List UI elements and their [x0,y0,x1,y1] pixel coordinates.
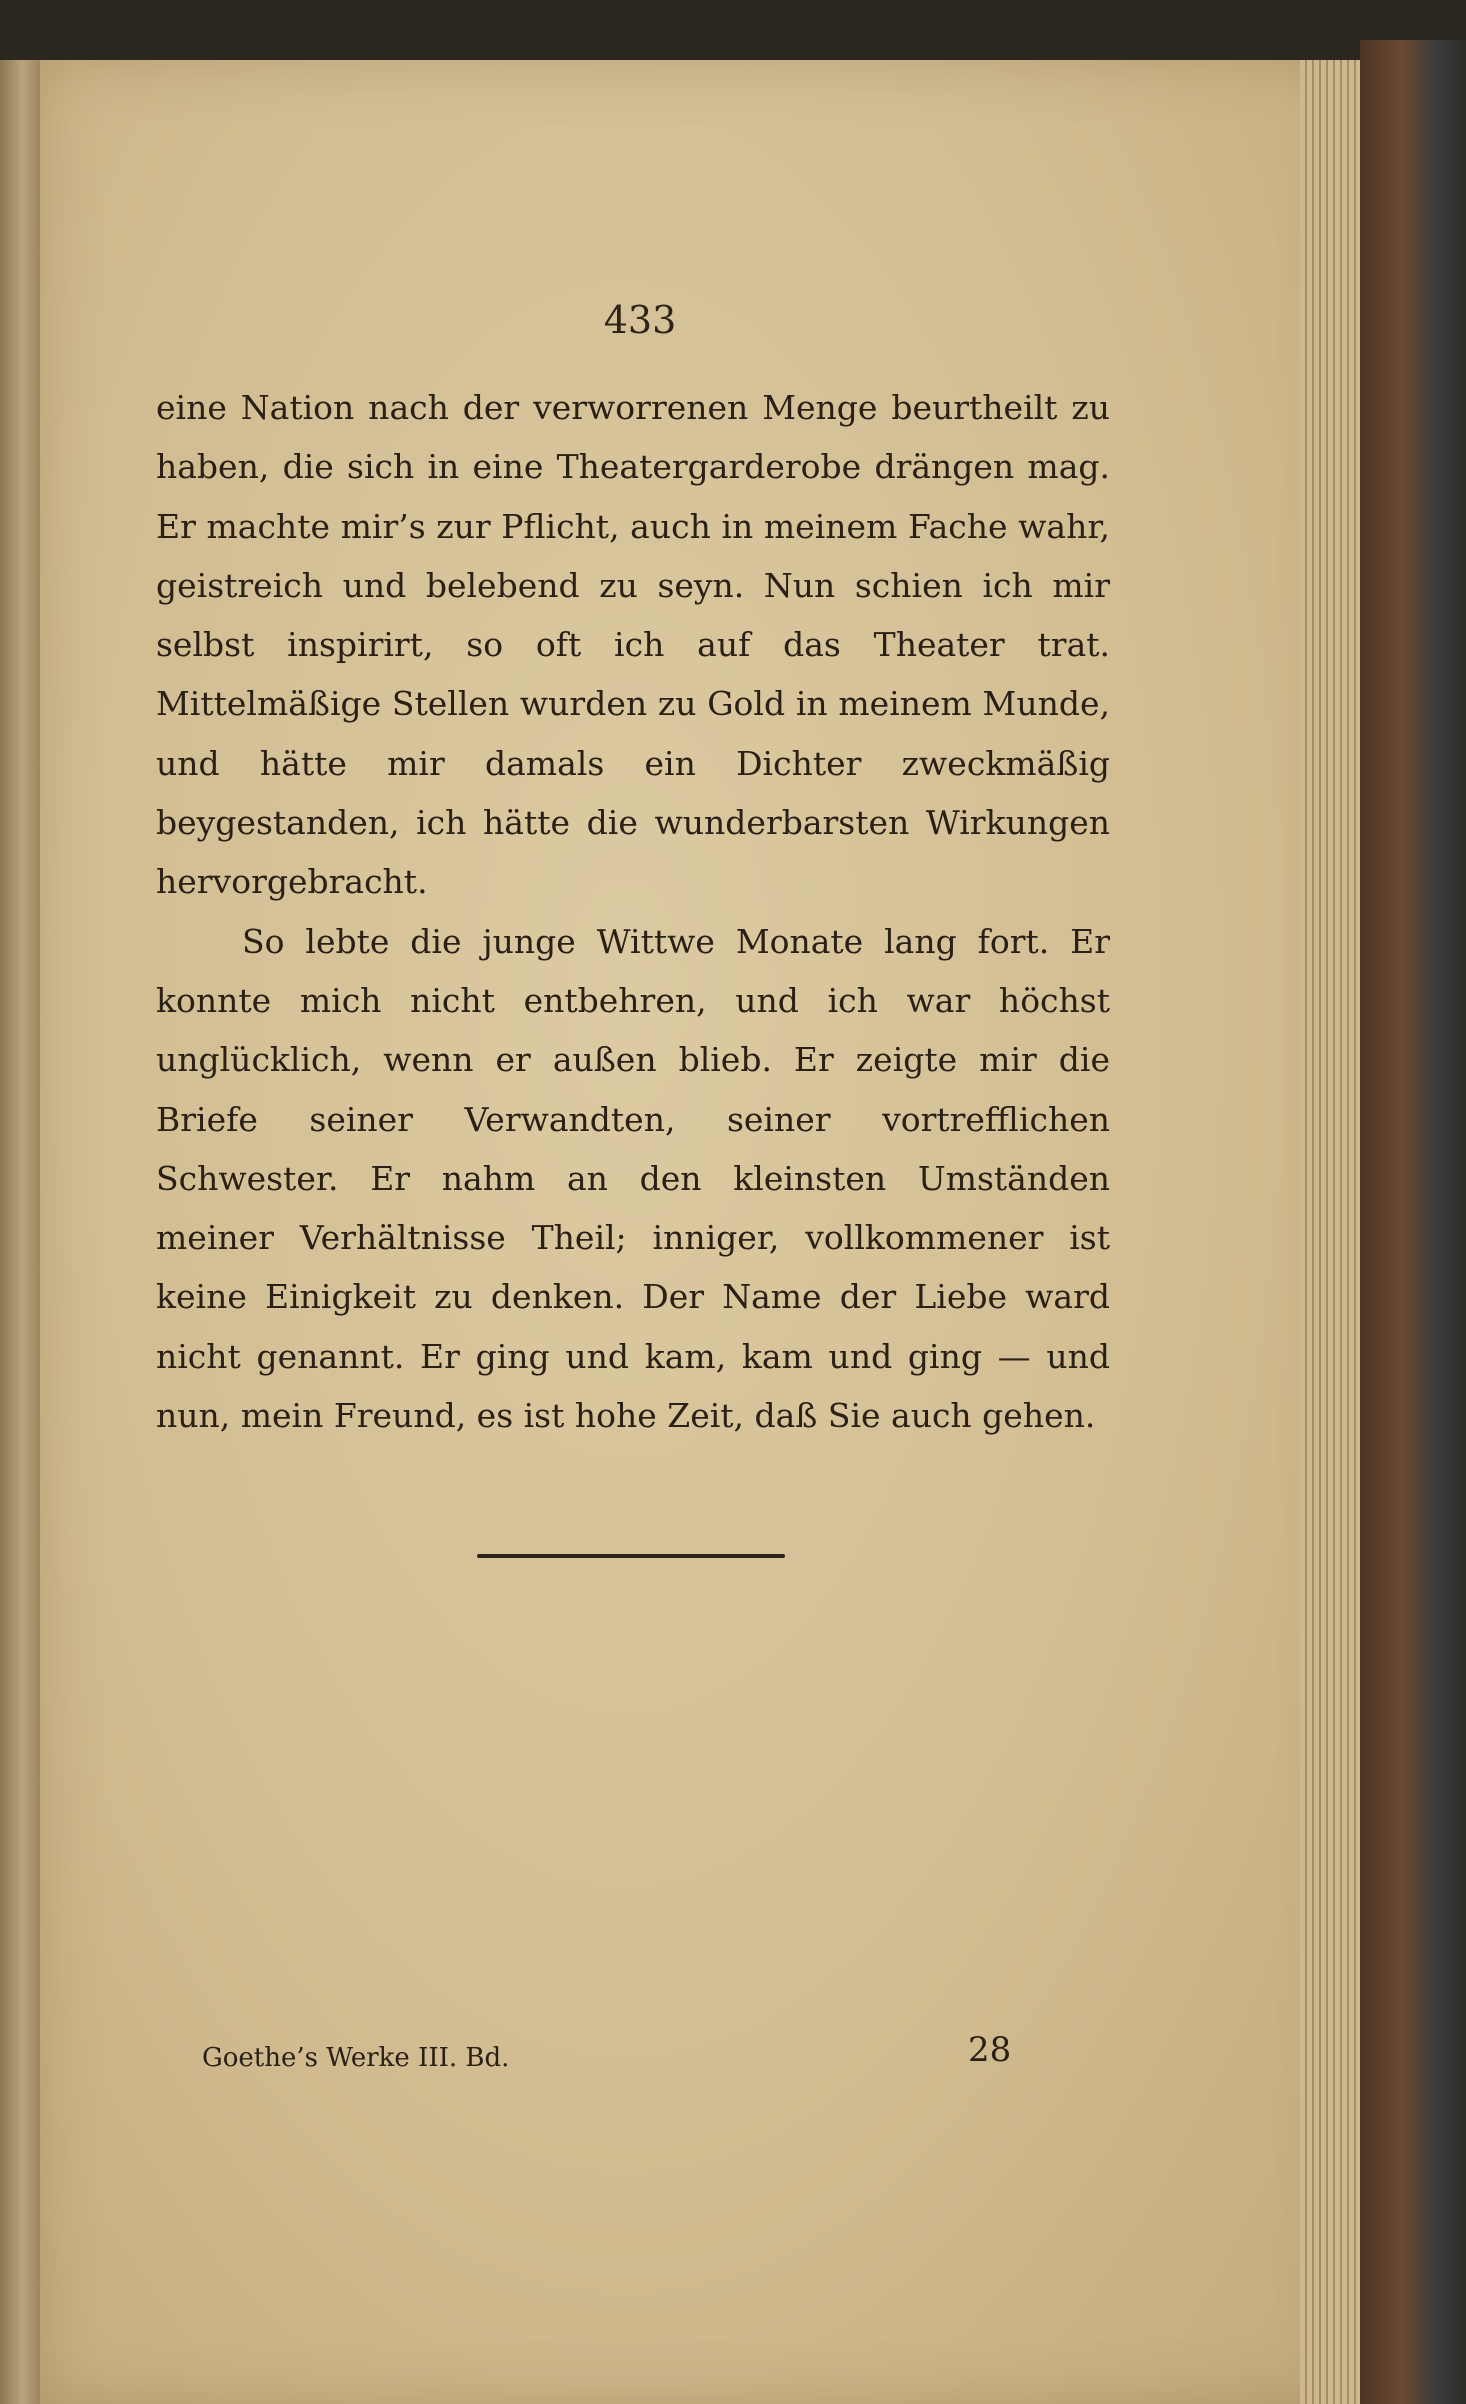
book-cover [1360,40,1466,2404]
previous-page-edge [0,60,42,2404]
end-rule [477,1554,785,1558]
paragraph-1: eine Nation nach der verworrenen Menge beurtheilt zu haben, die sich in eine Theatergarderobe drängen mag. Er machte mir’s zur Pflicht, auch in meinem Fache wahr, geistreich und belebend zu seyn. Nun schien ich mir selbst inspirirt, so oft ich auf das Theater trat. Mittelmäßige Stellen wurden zu Gold in meinem Munde, und hätte mir damals ein Dichter zweckmäßig beygestanden, ich hätte die wunderbarsten Wirkungen hervorgebracht. [156,388,1110,902]
signature-mark: 28 [968,2030,1012,2070]
body-text [156,378,1110,1445]
page-number: 433 [603,298,677,342]
paragraph-2: So lebte die junge Wittwe Monate lang fort. Er konnte mich nicht entbehren, und ich war höchst unglücklich, wenn er außen blieb. Er zeigte mir die Briefe seiner Verwandten, seiner vortrefflichen Schwester. Er nahm an den kleinsten Umständen meiner Verhältnisse Theil; inniger, vollkommener ist keine Einigkeit zu denken. Der Name der Liebe ward nicht genannt. Er ging und kam, kam und ging — und nun, mein Freund, es ist hohe Zeit, daß Sie auch gehen. [156,921,1110,1436]
signature-line: Goethe’s Werke III. Bd. [202,2043,510,2073]
page-edges [1300,60,1360,2404]
book-page [40,60,1340,2404]
